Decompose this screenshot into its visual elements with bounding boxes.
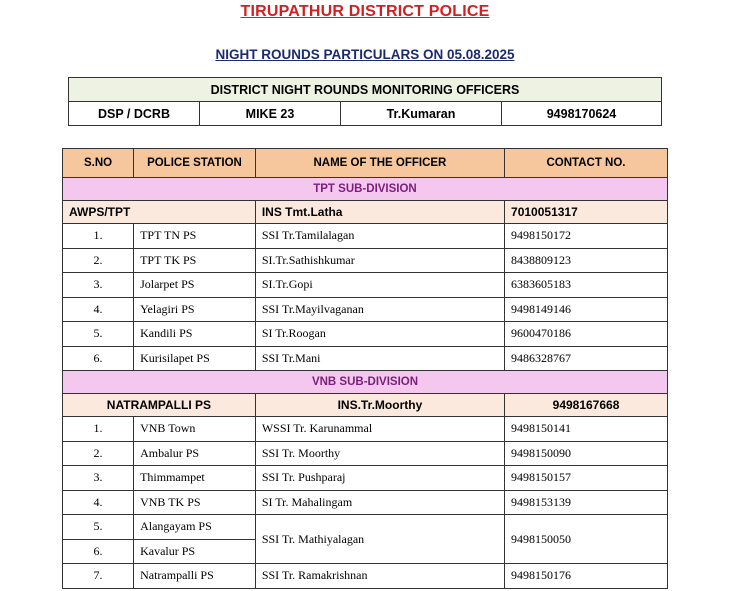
sub-division-head-row xyxy=(63,394,668,417)
table-row xyxy=(63,515,668,540)
row-station: Thimmampet xyxy=(134,466,256,491)
row-officer: SSI Tr.Mani xyxy=(255,346,504,371)
row-station: Yelagiri PS xyxy=(134,297,256,322)
division-label: VNB SUB-DIVISION xyxy=(63,371,668,394)
row-station: Alangayam PS xyxy=(134,515,256,540)
sub-contact: 9498167668 xyxy=(505,394,668,417)
sub-station: NATRAMPALLI PS xyxy=(63,394,256,417)
row-contact: 9498150172 xyxy=(505,224,668,249)
row-station: Kavalur PS xyxy=(134,539,256,564)
row-station: Ambalur PS xyxy=(134,441,256,466)
row-station: TPT TN PS xyxy=(134,224,256,249)
col-contact: CONTACT NO. xyxy=(505,149,668,178)
table-row xyxy=(63,346,668,371)
row-sno: 3. xyxy=(63,273,134,298)
row-contact: 9486328767 xyxy=(505,346,668,371)
row-contact: 9498149146 xyxy=(505,297,668,322)
row-sno: 1. xyxy=(63,224,134,249)
row-sno: 5. xyxy=(63,322,134,347)
col-sno: S.NO xyxy=(63,149,134,178)
row-officer: SSI Tr. Ramakrishnan xyxy=(255,564,504,589)
monitoring-officers-table xyxy=(68,77,662,126)
row-officer: SI Tr. Mahalingam xyxy=(255,490,504,515)
row-station: Kurisilapet PS xyxy=(134,346,256,371)
row-contact: 9498150090 xyxy=(505,441,668,466)
row-officer: WSSI Tr. Karunammal xyxy=(255,417,504,442)
row-sno: 6. xyxy=(63,539,134,564)
sub-contact: 7010051317 xyxy=(505,201,668,224)
sub-officer: INS.Tr.Moorthy xyxy=(255,394,504,417)
row-sno: 5. xyxy=(63,515,134,540)
row-sno: 4. xyxy=(63,297,134,322)
row-station: Jolarpet PS xyxy=(134,273,256,298)
row-sno: 2. xyxy=(63,248,134,273)
report-subtitle: NIGHT ROUNDS PARTICULARS ON 05.08.2025 xyxy=(215,47,515,62)
row-officer: SI.Tr.Sathishkumar xyxy=(255,248,504,273)
sub-division-head-row xyxy=(63,201,668,224)
row-contact: 9498150141 xyxy=(505,417,668,442)
table-row xyxy=(63,490,668,515)
col-officer-name: NAME OF THE OFFICER xyxy=(255,149,504,178)
table-row xyxy=(63,417,668,442)
row-officer: SSI Tr. Moorthy xyxy=(255,441,504,466)
row-sno: 1. xyxy=(63,417,134,442)
row-contact: 8438809123 xyxy=(505,248,668,273)
division-row xyxy=(63,178,668,201)
row-station: VNB Town xyxy=(134,417,256,442)
row-contact: 9498150176 xyxy=(505,564,668,589)
table-row xyxy=(63,466,668,491)
row-officer: SSI Tr. Pushparaj xyxy=(255,466,504,491)
table-row xyxy=(63,322,668,347)
monitoring-callsign: MIKE 23 xyxy=(200,102,341,126)
row-station: VNB TK PS xyxy=(134,490,256,515)
row-contact: 9600470186 xyxy=(505,322,668,347)
page-title: TIRUPATHUR DISTRICT POLICE xyxy=(240,3,490,20)
col-police-station: POLICE STATION xyxy=(134,149,256,178)
monitoring-header: DISTRICT NIGHT ROUNDS MONITORING OFFICERS xyxy=(69,78,662,102)
table-row xyxy=(63,224,668,249)
table-row xyxy=(63,273,668,298)
row-sno: 7. xyxy=(63,564,134,589)
row-station: Natrampalli PS xyxy=(134,564,256,589)
row-sno: 4. xyxy=(63,490,134,515)
row-officer: SI Tr.Roogan xyxy=(255,322,504,347)
monitoring-role: DSP / DCRB xyxy=(69,102,200,126)
table-row xyxy=(63,297,668,322)
row-station: TPT TK PS xyxy=(134,248,256,273)
row-contact: 6383605183 xyxy=(505,273,668,298)
night-rounds-table xyxy=(62,148,668,589)
row-sno: 3. xyxy=(63,466,134,491)
row-station: Kandili PS xyxy=(134,322,256,347)
row-sno: 6. xyxy=(63,346,134,371)
row-contact: 9498153139 xyxy=(505,490,668,515)
column-header-row xyxy=(63,149,668,178)
table-row xyxy=(63,441,668,466)
row-officer: SI.Tr.Gopi xyxy=(255,273,504,298)
sub-station: AWPS/TPT xyxy=(63,201,256,224)
table-row xyxy=(63,564,668,589)
row-contact: 9498150157 xyxy=(505,466,668,491)
table-row xyxy=(63,248,668,273)
row-officer: SSI Tr.Mayilvaganan xyxy=(255,297,504,322)
row-sno: 2. xyxy=(63,441,134,466)
monitoring-officer: Tr.Kumaran xyxy=(341,102,502,126)
row-officer: SSI Tr. Mathiyalagan xyxy=(255,515,504,564)
division-label: TPT SUB-DIVISION xyxy=(63,178,668,201)
division-row xyxy=(63,371,668,394)
row-contact: 9498150050 xyxy=(505,515,668,564)
row-officer: SSI Tr.Tamilalagan xyxy=(255,224,504,249)
sub-officer: INS Tmt.Latha xyxy=(255,201,504,224)
monitoring-contact: 9498170624 xyxy=(502,102,662,126)
